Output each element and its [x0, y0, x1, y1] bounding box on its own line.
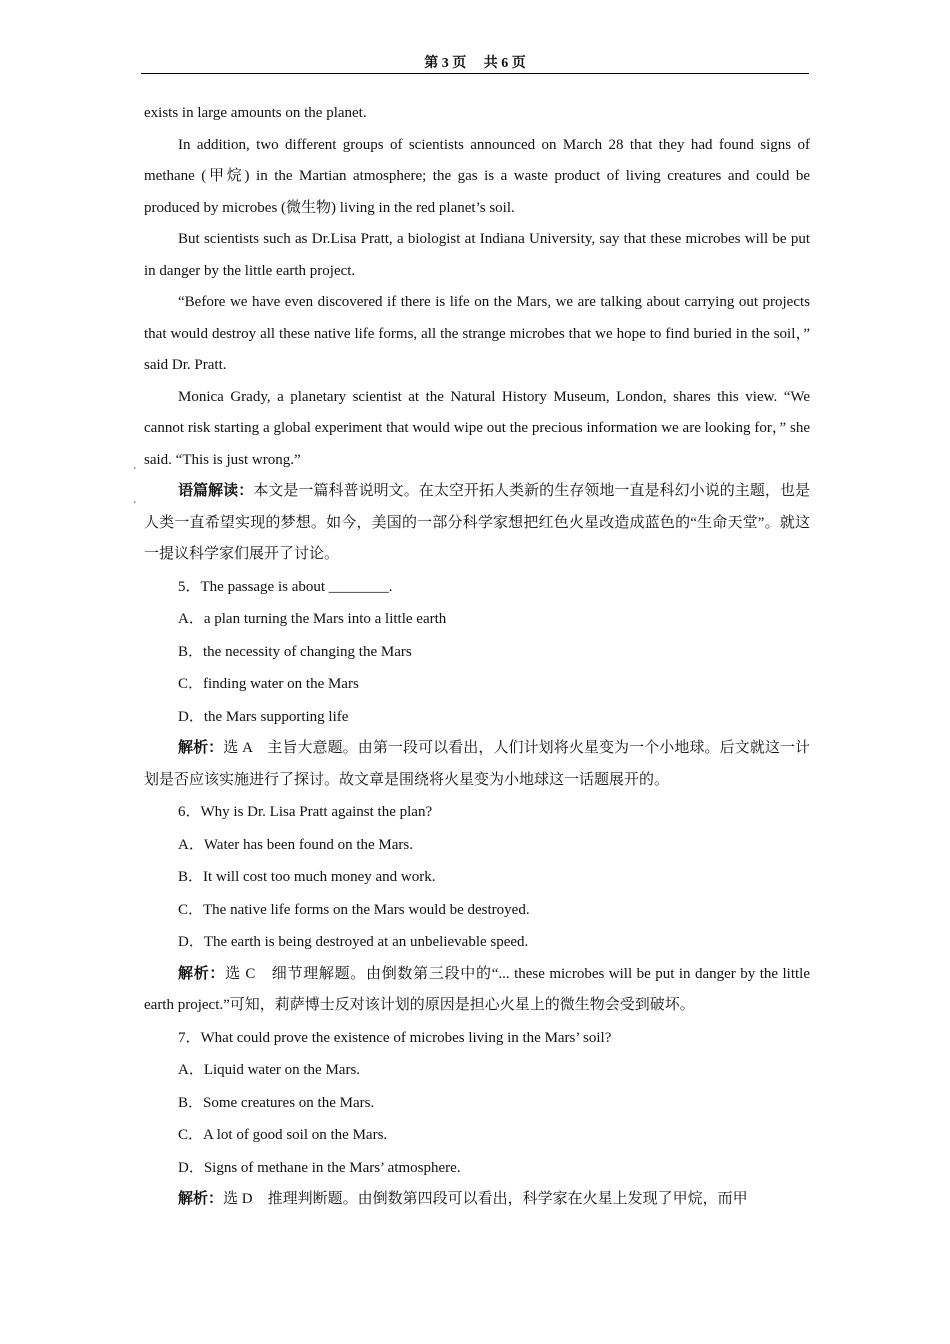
option: A．Liquid water on the Mars. — [178, 1062, 361, 1078]
analysis — [144, 959, 810, 1022]
option: C．A lot of good soil on the Mars. — [178, 1127, 388, 1143]
reading-text: 本文是一篇科普说明文。在太空开拓人类新的生存领地一直是科幻小说的主题，也是人类一直希望实现的梦想。如今，美国的一部分科学家想把红色火星改造成蓝色的“生命天堂”。就这一提议科学家们展开了讨论。 — [144, 483, 810, 562]
option: B．the necessity of changing the Mars — [178, 643, 412, 660]
question-stem: 7．What could prove the existence of microbes living in the Mars’ soil? — [178, 1029, 612, 1046]
analysis-text: 选 D 推理判断题。由倒数第四段可以看出，科学家在火星上发现了甲烷，而甲 — [223, 1191, 748, 1207]
analysis-text: 选 A 主旨大意题。由第一段可以看出，人们计划将火星变为一个小地球。后文就这一计划是否应该实施进行了探讨。故文章是围绕将火星变为小地球这一话题展开的。 — [144, 740, 810, 788]
analysis-label: 解析： — [178, 740, 224, 756]
passage-paragraph: In addition, two different groups of scientists announced on March 28 that they had found signs of methane (甲烷) in the Martian atmosphere; the gas is a waste product of living creatures and could be produced by microbes (微生物) living in the red planet’s soil. — [144, 136, 810, 216]
question-stem: 5．The passage is about ________. — [178, 578, 393, 595]
option: B．It will cost too much money and work. — [178, 869, 436, 885]
passage-paragraph: “Before we have even discovered if there is life on the Mars, we are talking about carrying out projects that would destroy all these native life forms, all the strange microbes that we hope to find buried in the soil，” said Dr. Pratt. — [144, 294, 810, 373]
option: A．a plan turning the Mars into a little earth — [178, 611, 447, 627]
option: C．finding water on the Mars — [178, 676, 359, 692]
analysis — [144, 1184, 810, 1216]
analysis-label: 解析： — [178, 965, 226, 982]
analysis-text: 选 C 细节理解题。由倒数第三段中的“... these microbes will be put in danger by the little earth project.”可知，莉萨博士反对该计划的原因是担心火星上的微生物会受到破坏。 — [144, 965, 810, 1013]
option: D．the Mars supporting life — [178, 708, 349, 725]
passage-paragraph: exists in large amounts on the planet. — [144, 105, 367, 121]
margin-mark: ' — [134, 500, 136, 511]
option: C．The native life forms on the Mars would be destroyed. — [178, 901, 530, 918]
passage-paragraph: Monica Grady, a planetary scientist at the Natural History Museum, London, shares this view. “We cannot risk starting a global experiment that would wipe out the precious information we are looking for，” she said. “This is just wrong.” — [144, 388, 810, 468]
option: A．Water has been found on the Mars. — [178, 836, 413, 853]
option: D．Signs of methane in the Mars’ atmosphere. — [178, 1159, 461, 1176]
reading-explanation — [144, 476, 810, 571]
analysis-label: 解析： — [178, 1191, 224, 1207]
page-number: 第 3 页 共 6 页 — [424, 56, 526, 71]
question-stem: 6．Why is Dr. Lisa Pratt against the plan? — [178, 804, 433, 820]
option: B．Some creatures on the Mars. — [178, 1094, 375, 1111]
margin-mark: ' — [134, 466, 136, 477]
option: D．The earth is being destroyed at an unbelievable speed. — [178, 934, 529, 950]
document-body — [144, 98, 810, 1216]
analysis — [144, 733, 810, 796]
page-header — [141, 55, 809, 74]
reading-label: 语篇解读： — [178, 483, 254, 499]
passage-paragraph: But scientists such as Dr.Lisa Pratt, a biologist at Indiana University, say that these microbes will be put in danger by the little earth project. — [144, 231, 810, 279]
